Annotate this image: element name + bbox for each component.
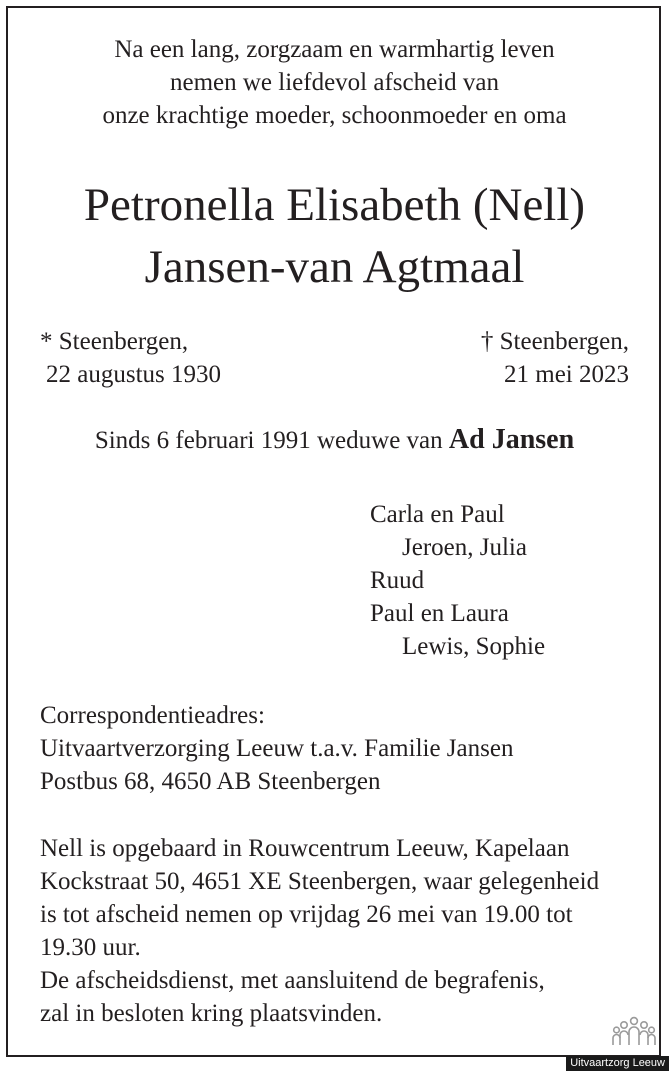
family-member: Paul en Laura: [370, 600, 509, 627]
intro-text: [0, 33, 669, 132]
correspondence-heading: Correspondentieadres:: [40, 702, 265, 729]
deceased-name-line: Jansen-van Agtmaal: [144, 241, 525, 293]
info-line: Kockstraat 50, 4651 XE Steenbergen, waar gelegenheid: [40, 868, 600, 895]
correspondence-line: Uitvaartverzorging Leeuw t.a.v. Familie Jansen: [40, 735, 514, 762]
death-info: [481, 325, 629, 391]
info-line: Nell is opgebaard in Rouwcentrum Leeuw, Kapelaan: [40, 835, 570, 862]
grandchildren: Jeroen, Julia: [402, 534, 527, 561]
grandchildren: Lewis, Sophie: [402, 633, 546, 660]
people-group-icon: [612, 1016, 656, 1046]
info-line: 19.30 uur.: [40, 934, 141, 961]
widow-text: Sinds 6 februari 1991 weduwe van: [94, 427, 443, 454]
intro-line: Na een lang, zorgzaam en warmhartig leven: [114, 36, 555, 63]
correspondence-line: Postbus 68, 4650 AB Steenbergen: [40, 768, 381, 795]
deceased-name-line: Petronella Elisabeth (Nell): [83, 179, 586, 231]
family-member: Ruud: [370, 567, 425, 594]
widow-line: [0, 422, 669, 459]
death-place: † Steenbergen,: [480, 328, 629, 355]
intro-line: nemen we liefdevol afscheid van: [169, 69, 500, 96]
info-line: zal in besloten kring plaatsvinden.: [40, 1000, 383, 1027]
family-member: Carla en Paul: [370, 501, 505, 528]
family-list: [370, 498, 545, 663]
death-date: 21 mei 2023: [504, 361, 629, 388]
info-line: is tot afscheid nemen op vrijdag 26 mei van 19.00 tot: [40, 901, 573, 928]
viewing-info: [40, 832, 599, 1030]
birth-date: 22 augustus 1930: [46, 361, 221, 388]
correspondence-address: [40, 699, 513, 798]
birth-info: [40, 325, 221, 391]
deceased-name: [0, 174, 669, 298]
birth-place: * Steenbergen,: [40, 328, 189, 355]
spouse-name: Ad Jansen: [448, 424, 575, 455]
credit-label: Uitvaartzorg Leeuw: [566, 1056, 669, 1071]
info-line: De afscheidsdienst, met aansluitend de begrafenis,: [40, 967, 545, 994]
intro-line: onze krachtige moeder, schoonmoeder en oma: [102, 102, 567, 129]
